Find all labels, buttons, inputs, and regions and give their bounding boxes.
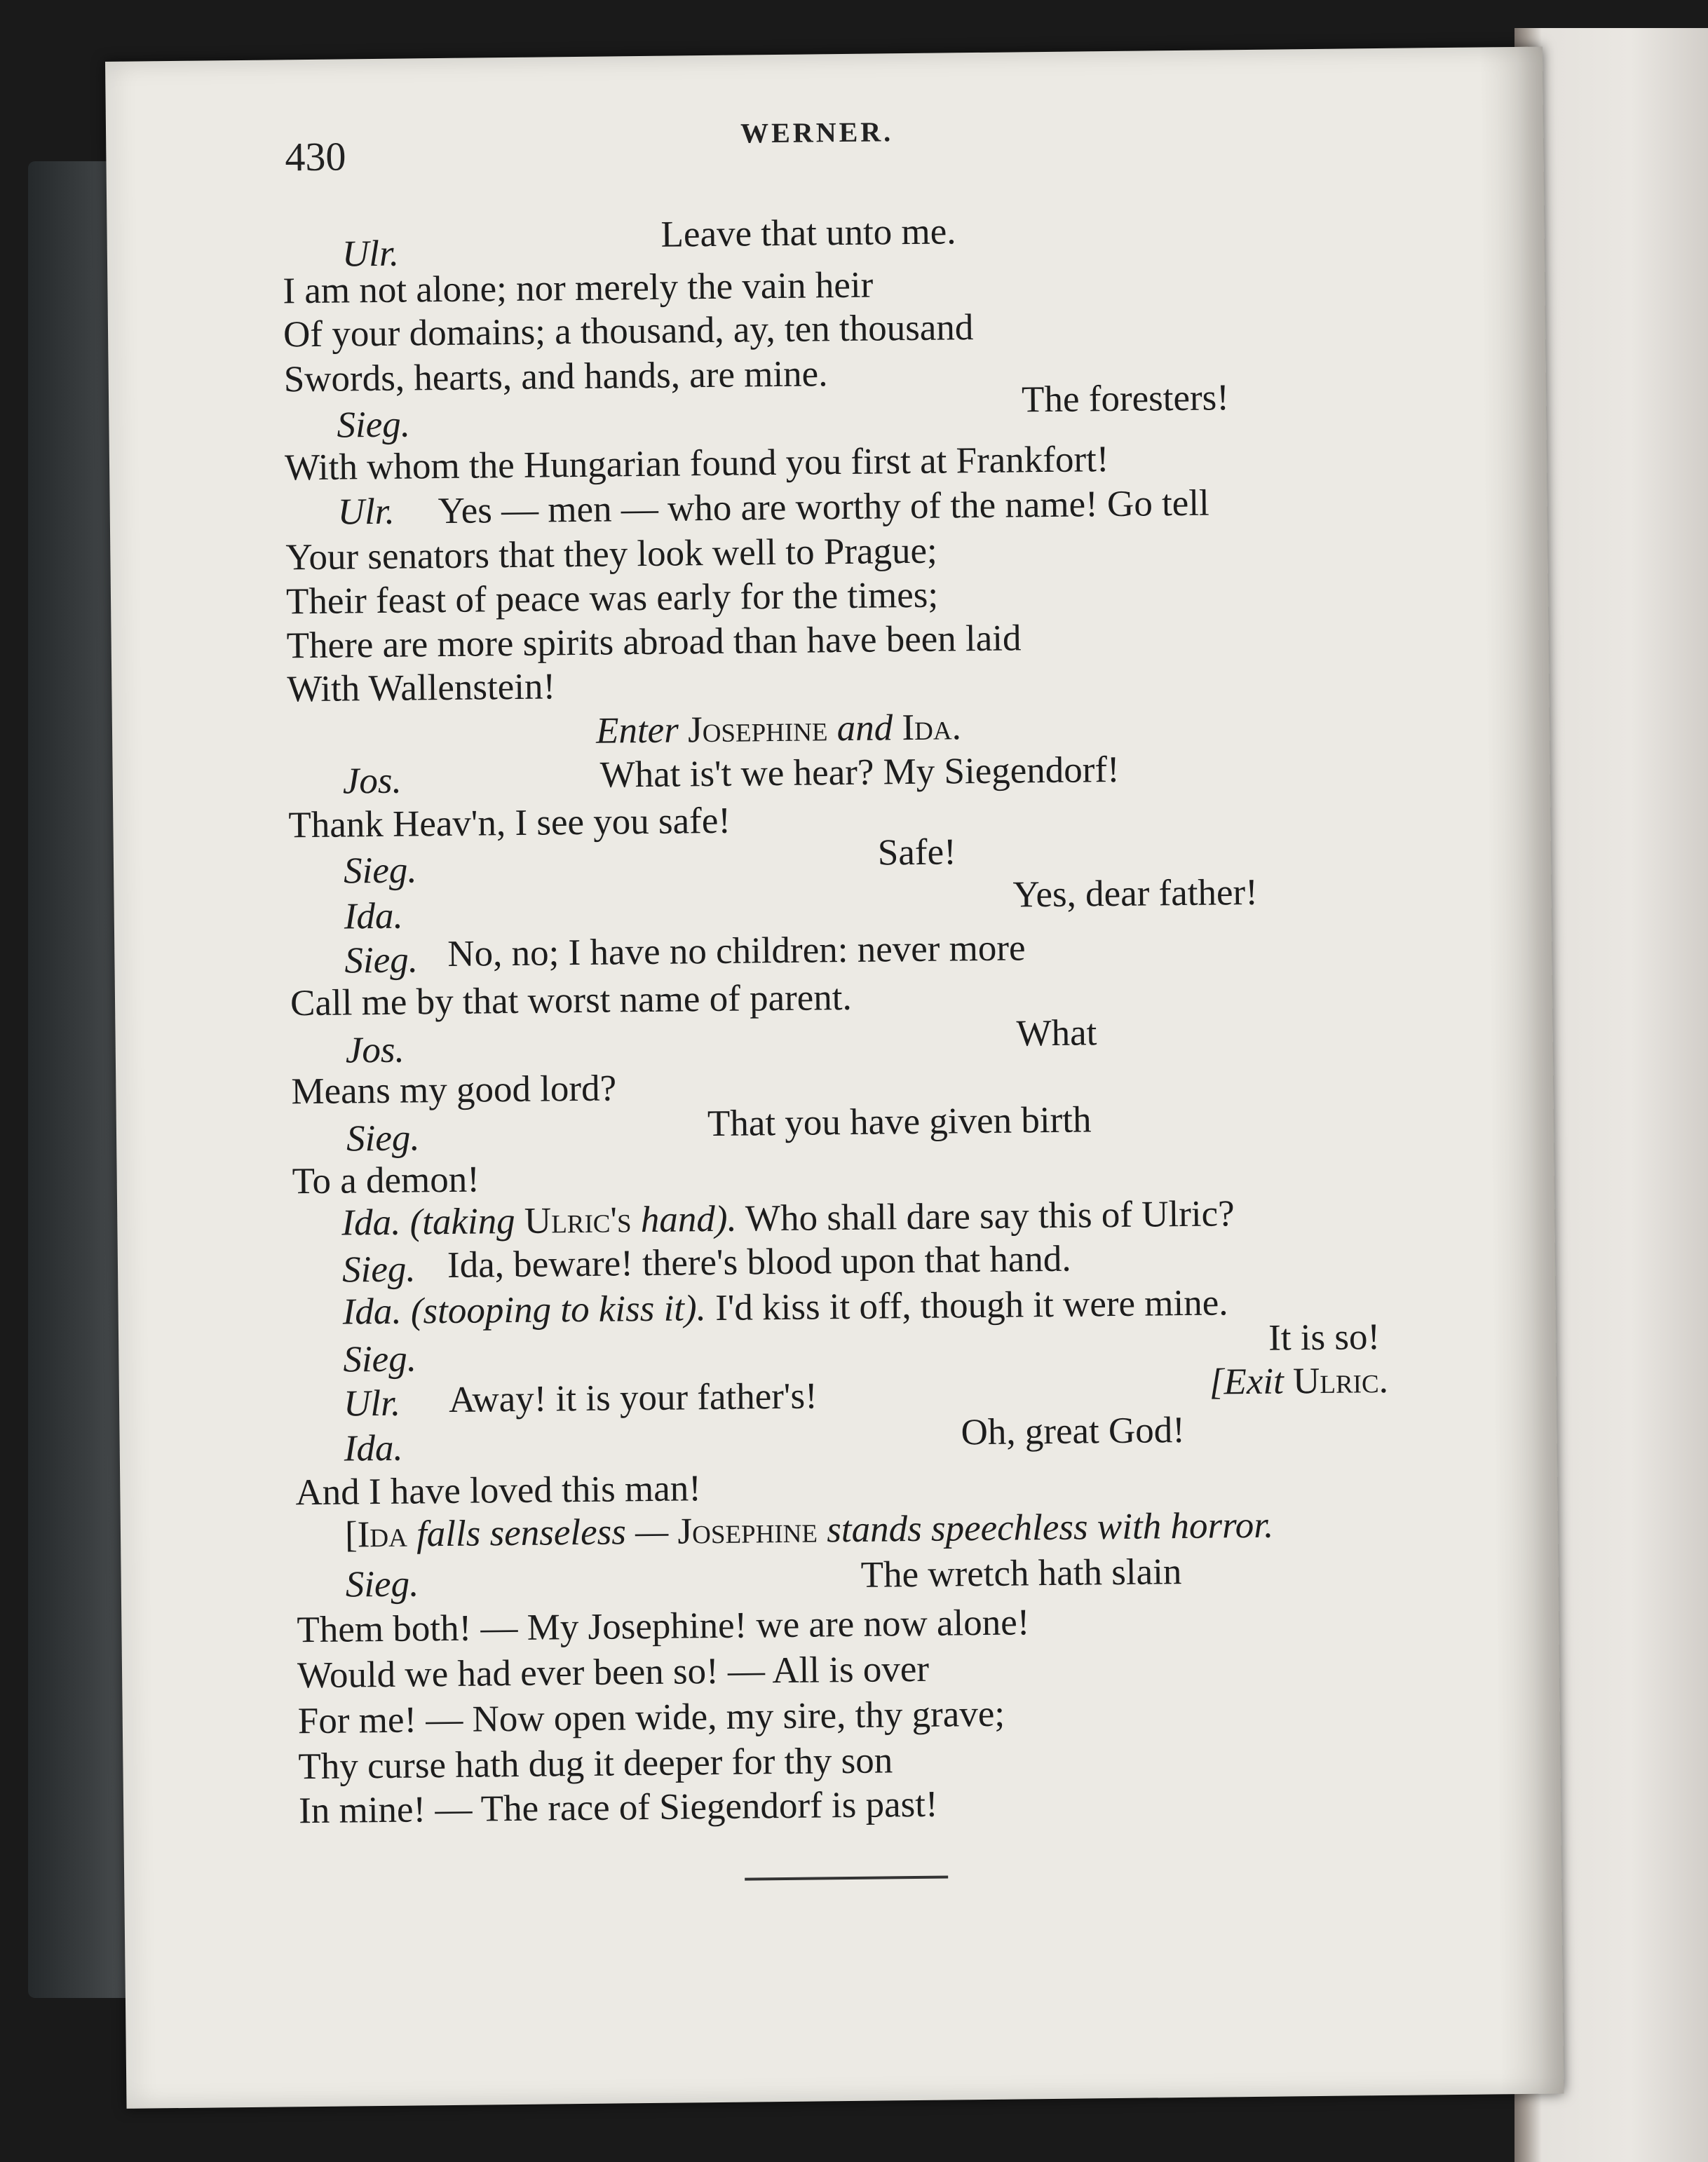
stage-direction-word: (stooping to kiss it). bbox=[410, 1288, 707, 1332]
verse-line: With whom the Hungarian found you first at Frankfort! bbox=[284, 439, 1109, 489]
verse-line: For me! — Now open wide, my sire, thy grave; bbox=[297, 1693, 1005, 1742]
verse-line: Swords, hearts, and hands, are mine. bbox=[283, 353, 828, 400]
verse-line: Safe! bbox=[877, 831, 957, 873]
speaker: Jos. bbox=[342, 760, 402, 802]
verse-line: The foresters! bbox=[1021, 377, 1230, 421]
speaker: Sieg. bbox=[343, 850, 417, 892]
speaker: Sieg. bbox=[346, 1117, 420, 1160]
verse-line: Yes, dear father! bbox=[1012, 871, 1259, 916]
speaker: Sieg. bbox=[343, 1338, 417, 1380]
stage-direction bbox=[1209, 1359, 1388, 1403]
stage-direction-word: (taking bbox=[409, 1200, 515, 1243]
verse-line: Thank Heav'n, I see you safe! bbox=[288, 800, 731, 846]
speaker: Sieg. bbox=[337, 404, 411, 446]
stage-direction bbox=[596, 706, 961, 752]
page-number: 430 bbox=[285, 133, 346, 180]
verse-text: I'd kiss it off, though it were mine. bbox=[714, 1282, 1228, 1328]
verse-line: Your senators that they look well to Prague; bbox=[285, 530, 938, 578]
speaker: Jos. bbox=[345, 1029, 405, 1071]
character-name: [Ida bbox=[344, 1514, 408, 1556]
speaker: Ida. bbox=[344, 895, 403, 937]
verse-line: No, no; I have no children: never more bbox=[447, 927, 1026, 974]
character-name: Josephine bbox=[677, 1509, 818, 1552]
speaker: Ulr. bbox=[337, 491, 395, 533]
speaker: Ida. bbox=[341, 1202, 401, 1244]
verse-line: Oh, great God! bbox=[961, 1409, 1186, 1453]
verse-line: Of your domains; a thousand, ay, ten thousand bbox=[283, 307, 974, 355]
stage-direction-word: stands speechless with horror. bbox=[826, 1504, 1274, 1551]
verse-line: Call me by that worst name of parent. bbox=[290, 977, 853, 1024]
verse-line bbox=[341, 1192, 1235, 1244]
verse-text: Who shall dare say this of Ulric? bbox=[745, 1193, 1235, 1239]
verse-line: With Wallenstein! bbox=[287, 666, 556, 710]
verse-line: In mine! — The race of Siegendorf is past! bbox=[298, 1783, 938, 1832]
verse-line: Their feast of peace was early for the times; bbox=[285, 574, 939, 623]
play-text bbox=[105, 47, 1564, 2109]
verse-line: Ida, beware! there's blood upon that hand. bbox=[447, 1238, 1071, 1286]
speaker: Sieg. bbox=[341, 1249, 416, 1291]
stage-direction-word: [Exit bbox=[1209, 1361, 1285, 1403]
character-name: Ulric. bbox=[1292, 1359, 1389, 1402]
verse-line: Yes — men — who are worthy of the name! Go tell bbox=[438, 482, 1210, 532]
verse-line: That you have given birth bbox=[707, 1099, 1092, 1145]
speaker: Sieg. bbox=[345, 1563, 419, 1605]
stage-direction-word: Enter bbox=[595, 709, 679, 752]
verse-line: Leave that unto me. bbox=[660, 211, 956, 255]
verse-line: Them both! — My Josephine! we are now alone! bbox=[297, 1602, 1030, 1651]
verse-line: Thy curse hath dug it deeper for thy son bbox=[298, 1740, 893, 1788]
speaker: Ulr. bbox=[341, 233, 400, 275]
stage-direction-word: falls senseless — bbox=[416, 1511, 669, 1555]
stage-direction-word: and bbox=[836, 707, 893, 749]
character-name: Ulric's bbox=[524, 1199, 632, 1242]
verse-line: Away! it is your father's! bbox=[448, 1375, 818, 1420]
stage-direction bbox=[345, 1504, 1274, 1556]
running-title: WERNER. bbox=[740, 116, 894, 149]
character-name: Josephine bbox=[687, 708, 828, 751]
stage-direction-word: hand). bbox=[640, 1198, 738, 1241]
verse-line: Would we had ever been so! — All is over bbox=[297, 1648, 930, 1697]
verse-line: It is so! bbox=[1268, 1317, 1381, 1359]
book-page bbox=[105, 47, 1564, 2109]
speaker: Ida. bbox=[342, 1291, 402, 1333]
verse-line: And I have loved this man! bbox=[295, 1468, 702, 1514]
character-name: Ida. bbox=[902, 707, 962, 749]
verse-line: What bbox=[1016, 1012, 1097, 1054]
verse-line: I am not alone; nor merely the vain heir bbox=[283, 264, 874, 312]
verse-line: The wretch hath slain bbox=[860, 1551, 1182, 1596]
speaker: Ida. bbox=[344, 1427, 403, 1469]
verse-line: What is't we hear? My Siegendorf! bbox=[599, 749, 1120, 796]
verse-line: To a demon! bbox=[292, 1159, 480, 1202]
verse-line: There are more spirits abroad than have been laid bbox=[286, 618, 1022, 667]
verse-line bbox=[342, 1281, 1228, 1333]
verse-line: Means my good lord? bbox=[291, 1068, 617, 1113]
speaker: Ulr. bbox=[343, 1382, 401, 1425]
speaker: Sieg. bbox=[344, 939, 419, 981]
